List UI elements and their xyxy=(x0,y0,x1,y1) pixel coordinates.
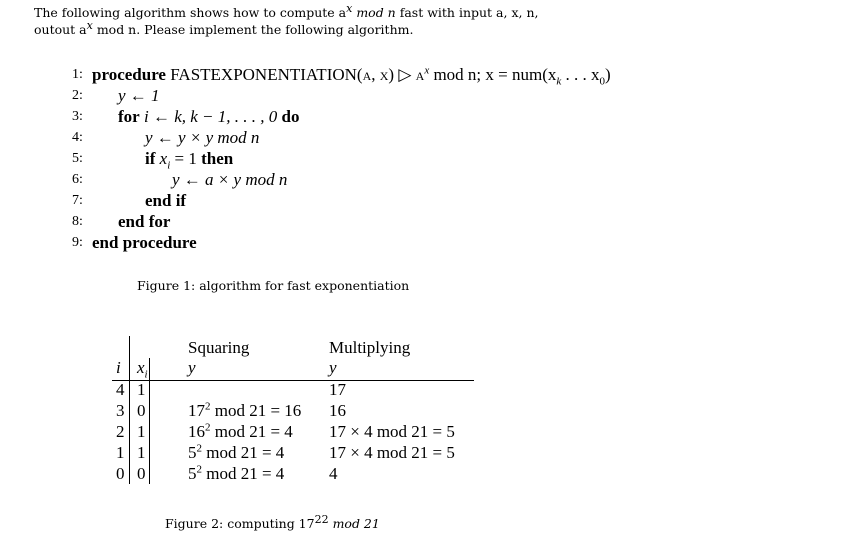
exponent: x xyxy=(346,1,353,15)
line-number: 7: xyxy=(72,193,83,208)
table-row-squaring: $16^2$ mod 21 = 4 xyxy=(188,421,293,441)
exponent: x xyxy=(86,18,93,32)
table-row-multiplying: 17 × 4 mod 21 = 5 xyxy=(329,422,455,441)
statement: y ← y × y mod n xyxy=(145,128,260,147)
line-number: 1: xyxy=(72,67,83,82)
figure-2-caption: Figure 2: computing $17^{22}$ mod 21 xyxy=(165,512,380,531)
col-header-xi: $x_i$ xyxy=(137,358,148,381)
table-row-i: 2 xyxy=(116,422,125,441)
intro-text: The following algorithm shows how to compute a xyxy=(34,5,347,20)
statement: = 1 xyxy=(170,149,202,168)
col-header-y-multiplying: y xyxy=(329,358,337,377)
line-number: 2: xyxy=(72,88,83,103)
keyword: end if xyxy=(145,191,187,210)
table-row-squaring: $17^2$ mod 21 = 16 xyxy=(188,400,302,420)
table-row-xi: 1 xyxy=(137,422,146,441)
table-row-i: 3 xyxy=(116,401,125,420)
intro-text: outout a xyxy=(34,22,87,37)
statement: i ← k, k − 1, . . . , 0 xyxy=(139,107,282,126)
line-number: 6: xyxy=(72,172,83,187)
intro-text-tail: mod n. Please implement the following algorithm. xyxy=(92,22,414,37)
column-divider xyxy=(129,336,130,484)
mod-text: mod n xyxy=(352,5,396,20)
comment-text: mod n; x = num(x xyxy=(429,65,557,84)
group-header-squaring: Squaring xyxy=(188,338,250,357)
intro-paragraph xyxy=(34,1,594,38)
header-rule xyxy=(112,380,474,381)
keyword: then xyxy=(201,149,234,168)
table-row-multiplying: 17 xyxy=(329,380,346,399)
line-number: 9: xyxy=(72,235,83,250)
subscript: 0 xyxy=(599,75,606,88)
table-row-i: 4 xyxy=(116,380,125,399)
line-number: 8: xyxy=(72,214,83,229)
exponent: x xyxy=(424,64,430,77)
keyword: if xyxy=(145,149,156,168)
subscript: k xyxy=(556,75,562,88)
intro-line-1 xyxy=(34,1,594,21)
table-row-xi: 1 xyxy=(137,443,146,462)
statement: x xyxy=(155,149,168,168)
column-divider xyxy=(149,358,150,484)
table-row-squaring: $5^2$ mod 21 = 4 xyxy=(188,463,285,483)
comment-text: . . . x xyxy=(561,65,600,84)
col-header-y-squaring: y xyxy=(188,358,196,377)
figure-1-caption: Figure 1: algorithm for fast exponentiation xyxy=(137,278,410,293)
statement: y ← a × y mod n xyxy=(172,170,288,189)
group-header-multiplying: Multiplying xyxy=(329,338,411,357)
intro-text-tail: fast with input a, x, n, xyxy=(395,5,539,20)
keyword: for xyxy=(118,107,140,126)
line-number: 4: xyxy=(72,130,83,145)
keyword: end for xyxy=(118,212,171,231)
comment-text: ) xyxy=(605,65,611,84)
procedure-signature: FASTEXPONENTIATION(a, x) ▷ a xyxy=(170,65,425,84)
table-row-multiplying: 16 xyxy=(329,401,346,420)
table-row-xi: 0 xyxy=(137,401,146,420)
statement: y ← 1 xyxy=(118,86,160,105)
line-number: 5: xyxy=(72,151,83,166)
table-row-i: 1 xyxy=(116,443,125,462)
intro-line-2 xyxy=(34,18,594,38)
keyword: do xyxy=(281,107,300,126)
col-header-i: i xyxy=(116,358,121,377)
table-row-multiplying: 17 × 4 mod 21 = 5 xyxy=(329,443,455,462)
table-row-i: 0 xyxy=(116,464,125,483)
table-row-multiplying: 4 xyxy=(329,464,338,483)
table-row-xi: 1 xyxy=(137,380,146,399)
line-number: 3: xyxy=(72,109,83,124)
keyword: end procedure xyxy=(92,233,197,252)
table-row-xi: 0 xyxy=(137,464,146,483)
subscript: i xyxy=(167,159,171,172)
keyword: procedure xyxy=(92,65,166,84)
table-row-squaring: $5^2$ mod 21 = 4 xyxy=(188,442,285,462)
